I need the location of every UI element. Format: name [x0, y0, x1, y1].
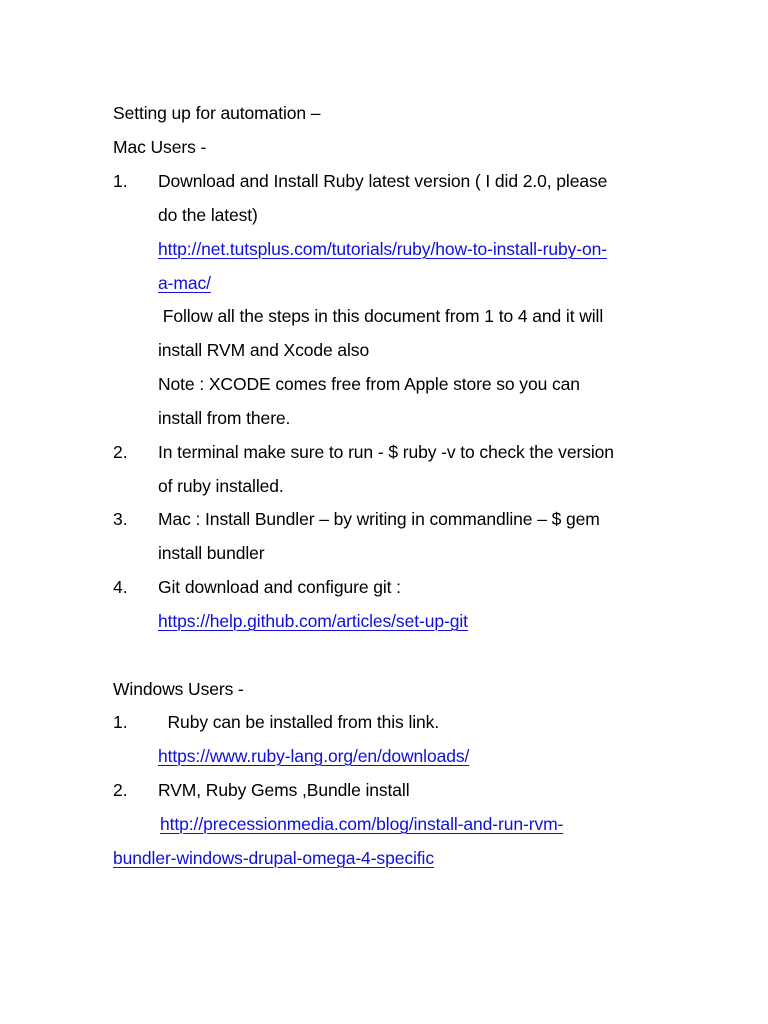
windows-section-heading: Windows Users -: [113, 679, 244, 699]
mac-item-3-number: 3.: [113, 509, 128, 529]
ruby-mac-install-link-line-1[interactable]: http://net.tutsplus.com/tutorials/ruby/how-to-install-ruby-on-: [158, 239, 607, 259]
precessionmedia-link-line-2[interactable]: bundler-windows-drupal-omega-4-specific: [113, 848, 434, 868]
mac-section-heading: Mac Users -: [113, 137, 207, 157]
windows-item-1-text-line-1: Ruby can be installed from this link.: [158, 712, 440, 732]
windows-item-2-number: 2.: [113, 780, 128, 800]
mac-item-1-note-line-4: install from there.: [158, 408, 291, 428]
mac-item-4-text-line-1: Git download and configure git :: [158, 577, 401, 597]
mac-item-2-number: 2.: [113, 442, 128, 462]
windows-item-2-text-line-1: RVM, Ruby Gems ,Bundle install: [158, 780, 410, 800]
windows-item-1-number: 1.: [113, 712, 128, 732]
ruby-mac-install-link-line-2[interactable]: a-mac/: [158, 273, 211, 293]
github-setup-git-link[interactable]: https://help.github.com/articles/set-up-git: [158, 611, 468, 631]
mac-item-2-text-line-1: In terminal make sure to run - $ ruby -v to check the version: [158, 442, 614, 462]
mac-item-3-text-line-1: Mac : Install Bundler – by writing in commandline – $ gem: [158, 509, 600, 529]
mac-item-1-note-line-1: Follow all the steps in this document from 1 to 4 and it will: [158, 306, 604, 326]
mac-item-1-text-line-2: do the latest): [158, 205, 258, 225]
mac-item-2-text-line-2: of ruby installed.: [158, 476, 284, 496]
mac-item-1-number: 1.: [113, 171, 128, 191]
mac-item-4-number: 4.: [113, 577, 128, 597]
mac-item-3-text-line-2: install bundler: [158, 543, 265, 563]
mac-item-1-note-line-2: install RVM and Xcode also: [158, 340, 370, 360]
mac-item-1-text-line-1: Download and Install Ruby latest version ( I did 2.0, please: [158, 171, 608, 191]
ruby-lang-downloads-link[interactable]: https://www.ruby-lang.org/en/downloads/: [158, 746, 470, 766]
mac-item-1-note-line-3: Note : XCODE comes free from Apple store so you can: [158, 374, 580, 394]
document-title: Setting up for automation –: [113, 103, 321, 123]
precessionmedia-link-line-1[interactable]: http://precessionmedia.com/blog/install-and-run-rvm-: [160, 814, 564, 834]
